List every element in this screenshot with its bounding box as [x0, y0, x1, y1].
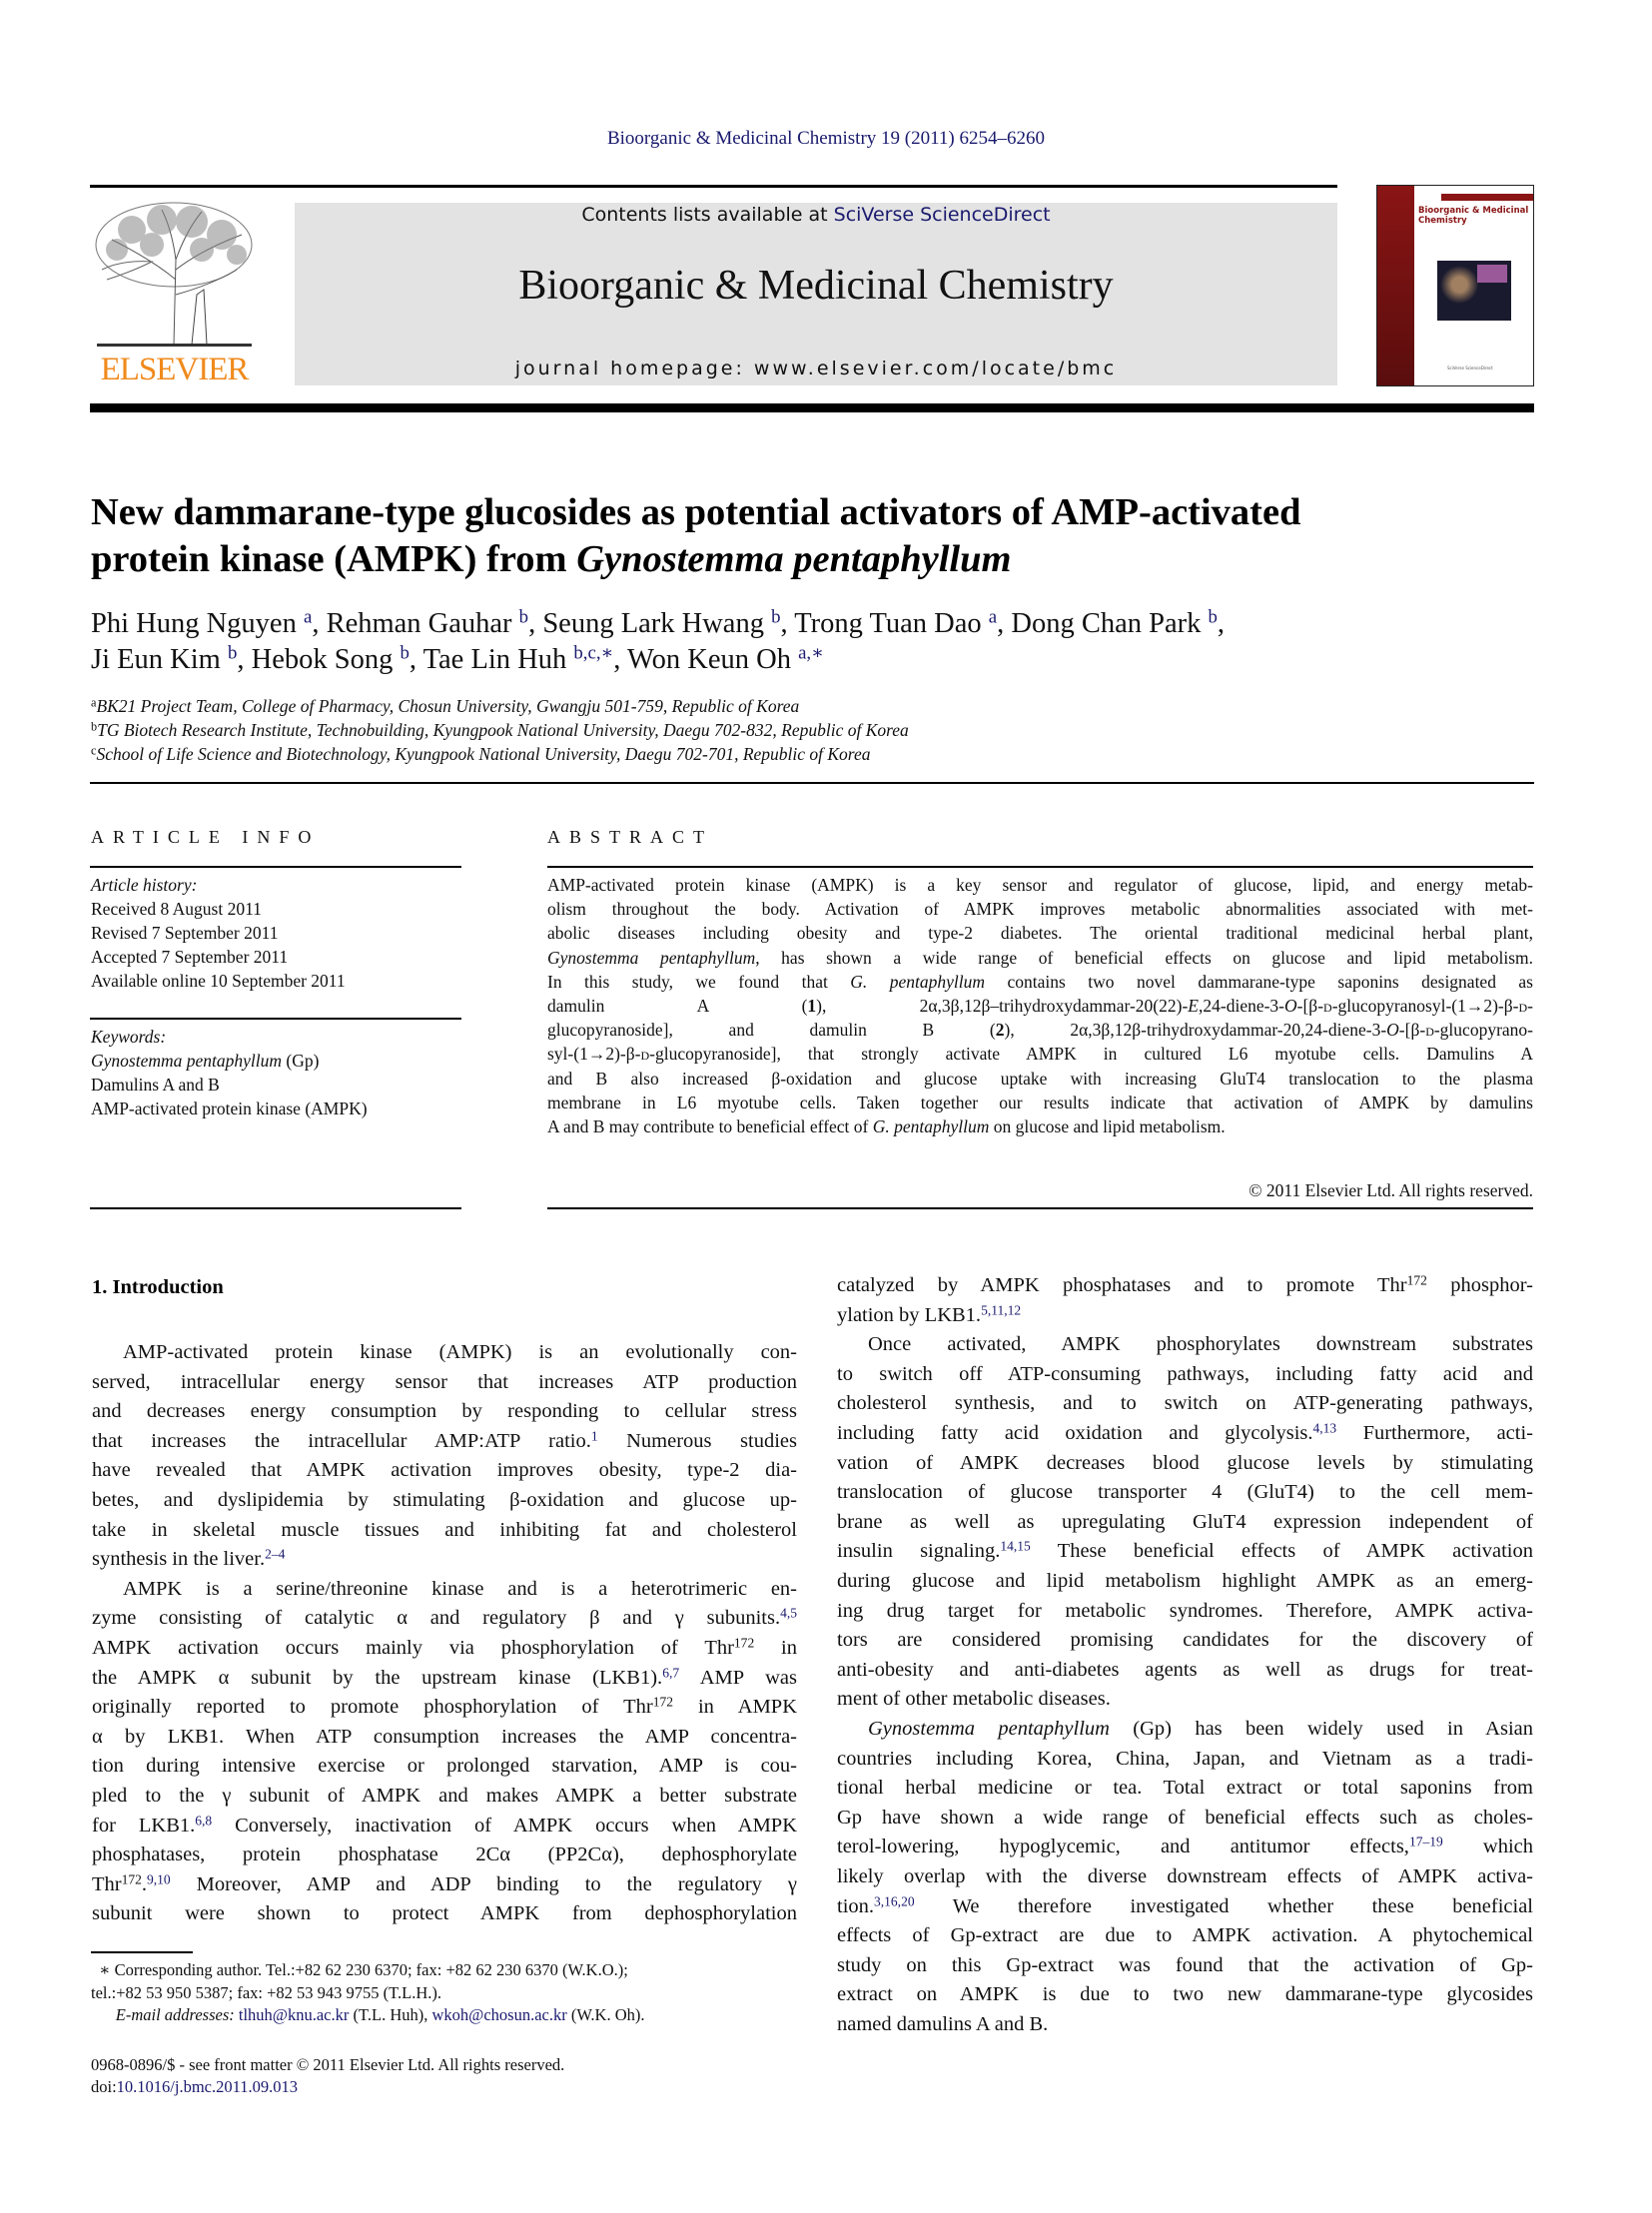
text-run: Numerous studies	[597, 1429, 797, 1452]
affiliation-text: BK21 Project Team, College of Pharmacy, Chosun University, Gwangju 501-759, Republic of Korea	[96, 696, 800, 716]
text-run: tel.:+82 53 950 5387; fax: +82 53 943 9755 (T.L.H.).	[91, 1982, 442, 2002]
body-line	[837, 1924, 1533, 1947]
body-line	[837, 1600, 1533, 1623]
citation-superscript[interactable]: 4,13	[1312, 1420, 1337, 1436]
doi-link[interactable]: 10.1016/j.bmc.2011.09.013	[116, 2077, 299, 2096]
citation-superscript[interactable]: 2–4	[265, 1546, 286, 1562]
italic-text: E-mail addresses:	[115, 2005, 235, 2024]
text-run: during glucose and lipid metabolism highlight AMPK as an emerg-	[837, 1570, 1533, 1592]
article-info-rule-bottom	[90, 1207, 461, 1209]
sciencedirect-link[interactable]: SciVerse ScienceDirect	[833, 204, 1051, 226]
body-line	[92, 1812, 798, 1838]
text-run: AMP-activated protein kinase (AMPK)	[91, 1099, 368, 1118]
elsevier-wordmark: ELSEVIER	[100, 352, 249, 387]
text-run: tion during intensive exercise or prolonged starvation, AMP is cou-	[92, 1755, 797, 1778]
text-run: subunit were shown to protect AMPK from dephosphorylation	[92, 1902, 797, 1925]
journal-name: Bioorganic & Medicinal Chemistry	[518, 263, 1114, 309]
title-line	[91, 490, 1301, 534]
text-run: AMP-activated protein kinase (AMPK) is a key sensor and regulator of glucose, lipid, and energy metab-	[547, 875, 1533, 895]
text-run: AMPK activation occurs mainly via phosphorylation of Thr	[92, 1637, 734, 1659]
cover-image	[1437, 261, 1511, 321]
text-run: that increases the intracellular AMP:ATP ratio.	[92, 1429, 591, 1452]
body-line	[837, 1718, 1533, 1741]
email-link[interactable]: wkoh@chosun.ac.kr	[431, 2005, 567, 2024]
text-run: -[β-	[1398, 1020, 1426, 1041]
text-run: Gp have shown a wide range of beneficial effects such as choles-	[837, 1806, 1533, 1829]
text-run: have revealed that AMPK activation improves obesity, type-2 dia-	[92, 1459, 797, 1482]
text-run: ), 2α,3β,12β-trihydroxydammar-20,24-diene-3-	[1004, 1020, 1387, 1041]
body-line	[837, 1274, 1533, 1297]
citation-superscript[interactable]: 9,10	[147, 1871, 171, 1887]
text-run: likely overlap with the diverse downstream effects of AMPK activa-	[837, 1865, 1533, 1887]
text-run: (Gp)	[282, 1051, 320, 1071]
text-run: , Seung Lark Hwang	[528, 608, 772, 639]
author-line	[91, 644, 824, 676]
text-run: ing drug target for metabolic syndromes. Therefore, AMPK activa-	[837, 1599, 1533, 1622]
citation-superscript[interactable]: a,∗	[798, 642, 824, 664]
affiliation-marker: a	[91, 695, 97, 710]
affiliation-marker: c	[91, 743, 97, 758]
text-run: , Rehman Gauhar	[312, 608, 519, 639]
body-line	[92, 1696, 797, 1719]
abstract-line	[547, 1069, 1533, 1090]
body-line	[92, 1459, 797, 1482]
body-line	[92, 1607, 797, 1630]
text-run: These beneficial effects of AMPK activation	[1030, 1540, 1534, 1563]
text-run: ment of other metabolic diseases.	[837, 1688, 1111, 1711]
keyword-item	[91, 1051, 319, 1072]
body-line	[92, 1341, 797, 1364]
text-run: in AMPK	[672, 1696, 797, 1719]
cover-bar	[1441, 194, 1533, 201]
body-line	[92, 1400, 797, 1423]
body-line	[92, 1430, 797, 1453]
text-run: in	[754, 1637, 797, 1659]
small-caps-text: d	[640, 1044, 650, 1065]
body-line	[837, 1836, 1533, 1858]
footnote-line	[91, 2005, 645, 2025]
text-run: ,24-diene-3-	[1199, 996, 1285, 1016]
affiliation-line	[91, 720, 909, 741]
superscript: 172	[121, 1871, 142, 1887]
body-line	[837, 1540, 1533, 1563]
keyword-item	[91, 1099, 368, 1119]
small-caps-text: d	[1323, 996, 1332, 1016]
text-run: -glucopyrano-	[1433, 1020, 1533, 1041]
abstract-line	[547, 1093, 1533, 1113]
citation-superscript[interactable]: 17–19	[1408, 1834, 1443, 1849]
abstract-line	[547, 1116, 1533, 1137]
contents-line	[295, 204, 1337, 226]
abstract-line	[547, 923, 1533, 944]
text-run: Phi Hung Nguyen	[91, 608, 304, 639]
cover-spine	[1377, 186, 1414, 385]
citation-superscript[interactable]: 14,15	[1000, 1538, 1031, 1554]
citation-superscript[interactable]: 1	[590, 1428, 598, 1444]
text-run: damulin A (	[547, 996, 808, 1016]
text-run: betes, and dyslipidemia by stimulating β-oxidation and glucose up-	[92, 1489, 797, 1511]
text-run: ,	[1217, 608, 1225, 639]
text-run: .	[141, 1872, 148, 1895]
text-run: (Gp) has been widely used in Asian	[1109, 1718, 1533, 1740]
body-line	[92, 1519, 797, 1542]
article-info-rule-mid	[90, 1018, 461, 1020]
text-run: , Trong Tuan Dao	[780, 608, 989, 639]
citation-superscript[interactable]: b	[1208, 606, 1218, 628]
text-run: Furthermore, acti-	[1336, 1422, 1533, 1444]
superscript: 172	[733, 1635, 755, 1651]
text-run: -glucopyranosyl-(1→2)-β-	[1331, 996, 1519, 1016]
italic-text: Gynostemma pentaphyllum	[868, 1718, 1110, 1740]
text-run: , has shown a wide range of beneficial effects on glucose and lipid metabolism.	[755, 947, 1533, 968]
text-run: which	[1442, 1836, 1533, 1858]
text-run: including fatty acid oxidation and glycolysis.	[837, 1422, 1313, 1444]
text-run: insulin signaling.	[837, 1540, 1001, 1563]
history-entry: Received 8 August 2011	[91, 899, 262, 919]
text-run: ylation by LKB1.	[837, 1303, 982, 1326]
text-run: In this study, we found that	[547, 971, 851, 992]
text-run: to switch off ATP-consuming pathways, including fatty acid and	[837, 1362, 1533, 1385]
text-run: study on this Gp-extract was found that the activation of Gp-	[837, 1953, 1533, 1976]
text-run: , Tae Lin Huh	[409, 644, 574, 675]
body-line	[837, 1659, 1533, 1682]
text-run: extract on AMPK is due to two new dammarane-type glycosides	[837, 1983, 1533, 2006]
compound-number: 1	[807, 996, 817, 1016]
text-run: glucopyranoside], and damulin B (	[547, 1020, 996, 1041]
affiliation-line	[91, 696, 799, 717]
text-run: abolic diseases including obesity and type-2 diabetes. The oriental traditional medicinal herbal plant,	[547, 923, 1533, 944]
author-line	[91, 608, 1225, 640]
body-line	[837, 1954, 1533, 1977]
abstract-rule-top	[547, 866, 1533, 868]
citation-superscript[interactable]: b,c,∗	[573, 642, 614, 664]
text-run: Thr	[92, 1872, 122, 1895]
abstract-line	[547, 875, 1533, 896]
contents-prefix: Contents lists available at	[581, 204, 834, 226]
body-line	[837, 1452, 1533, 1475]
cover-title: Bioorganic & Medicinal Chemistry	[1418, 206, 1529, 226]
text-run: phosphor-	[1426, 1274, 1533, 1296]
journal-cover-thumbnail[interactable]	[1376, 185, 1534, 386]
text-run: protein kinase (AMPK) from	[91, 538, 577, 580]
email-link[interactable]: tlhuh@knu.ac.kr	[238, 2005, 350, 2024]
body-line	[837, 1748, 1533, 1771]
text-run: AMPK is a serine/threonine kinase and is a heterotrimeric en-	[123, 1577, 797, 1600]
citation-superscript[interactable]: a	[988, 606, 998, 628]
text-run: tional herbal medicine or tea. Total extract or total saponins from	[837, 1777, 1533, 1800]
history-entry: Available online 10 September 2011	[91, 971, 346, 991]
citation-superscript[interactable]: b	[771, 606, 781, 628]
abstract-line	[547, 1020, 1533, 1041]
superscript: 172	[1406, 1272, 1427, 1288]
affiliation-text: School of Life Science and Biotechnology, Kyungpook National University, Daegu 702-701, Republic of Korea	[96, 744, 871, 764]
body-line	[837, 1363, 1533, 1386]
italic-text: Gynostemma pentaphyllum	[91, 1051, 283, 1071]
text-run: pled to the γ subunit of AMPK and makes AMPK a better substrate	[92, 1785, 797, 1807]
text-run: -[β-	[1296, 996, 1324, 1016]
text-run: Conversely, inactivation of AMPK occurs when AMPK	[212, 1814, 798, 1837]
citation-superscript[interactable]: 6,8	[195, 1812, 213, 1828]
text-run: -	[1527, 996, 1533, 1016]
text-run: ), 2α,3β,12β–trihydroxydammar-20(22)-	[816, 996, 1189, 1016]
text-run: vation of AMPK decreases blood glucose levels by stimulating	[837, 1451, 1533, 1474]
text-run: A and B may contribute to beneficial effect of	[547, 1116, 873, 1136]
text-run: (W.K. Oh).	[566, 2005, 645, 2024]
citation-superscript[interactable]: b	[400, 642, 410, 664]
footnote-rule	[91, 1951, 193, 1953]
body-line	[837, 1865, 1533, 1888]
body-line	[837, 1983, 1533, 2006]
text-run: countries including Korea, China, Japan, and Vietnam as a tradi-	[837, 1747, 1533, 1770]
italic-text: G. pentaphyllum	[872, 1116, 990, 1136]
body-line	[837, 1392, 1533, 1415]
italic-text: Gynostemma pentaphyllum	[547, 947, 756, 968]
text-run: -glucopyranoside], that strongly activate AMPK in cultured L6 myotube cells. Damulins A	[649, 1044, 1533, 1065]
text-run: olism throughout the body. Activation of AMPK improves metabolic abnormalities associated with met-	[547, 899, 1533, 920]
abstract-heading: ABSTRACT	[547, 827, 714, 847]
text-run: catalyzed by AMPK phosphatases and to promote Thr	[837, 1274, 1407, 1296]
text-run: tion.	[837, 1894, 875, 1917]
body-line	[92, 1844, 797, 1866]
body-line	[92, 1785, 797, 1808]
text-run: synthesis in the liver.	[92, 1548, 266, 1571]
body-line	[92, 1726, 797, 1749]
text-run: α by LKB1. When ATP consumption increases the AMP concentra-	[92, 1725, 797, 1748]
text-run: phosphatases, protein phosphatase 2Cα (PP2Cα), dephosphorylate	[92, 1844, 797, 1866]
body-line	[837, 1892, 1533, 1918]
body-line	[837, 1301, 1533, 1327]
text-run: New dammarane-type glucosides as potential activators of AMP-activated	[91, 491, 1301, 533]
text-run: translocation of glucose transporter 4 (GluT4) to the cell mem-	[837, 1481, 1533, 1504]
footnote-line	[91, 1983, 441, 2003]
italic-text: E	[1188, 996, 1199, 1016]
body-line	[837, 1511, 1533, 1534]
abstract-line	[547, 1044, 1533, 1065]
italic-text: Gynostemma pentaphyllum	[576, 538, 1012, 580]
citation-superscript[interactable]: 4,5	[780, 1605, 797, 1621]
body-line	[92, 1578, 797, 1601]
text-run: brane as well as upregulating GluT4 expression independent of	[837, 1510, 1533, 1533]
keyword-item	[91, 1075, 220, 1096]
compound-number: 2	[995, 1020, 1005, 1041]
cover-footer: SciVerse ScienceDirect	[1447, 366, 1493, 370]
text-run: Damulins A and B	[91, 1075, 220, 1095]
text-run: take in skeletal muscle tissues and inhibiting fat and cholesterol	[92, 1518, 797, 1541]
body-line	[92, 1548, 797, 1571]
text-run: terol-lowering, hypoglycemic, and antitumor effects,	[837, 1836, 1409, 1858]
citation-superscript[interactable]: b	[227, 642, 238, 664]
body-line	[92, 1489, 797, 1512]
text-run: contains two novel dammarane-type saponins designated as	[985, 971, 1533, 992]
text-run: Once activated, AMPK phosphorylates downstream substrates	[868, 1333, 1533, 1356]
affiliations-rule	[90, 782, 1534, 784]
history-entry: Revised 7 September 2011	[91, 923, 279, 943]
text-run: and B also increased β-oxidation and glucose uptake with increasing GluT4 translocation to the plasma	[547, 1068, 1533, 1089]
body-line	[837, 1333, 1533, 1356]
abstract-line	[547, 972, 1533, 993]
affiliation-line	[91, 744, 871, 765]
text-run: , Dong Chan Park	[997, 608, 1209, 639]
text-run: , Won Keun Oh	[613, 644, 799, 675]
text-run: We therefore investigated whether these beneficial	[914, 1894, 1533, 1917]
text-run: cholesterol synthesis, and to switch on ATP-generating pathways,	[837, 1392, 1533, 1415]
article-info-rule-top	[90, 866, 461, 868]
citation-superscript[interactable]: b	[518, 606, 529, 628]
citation-superscript[interactable]: a	[303, 606, 313, 628]
abstract-rule-bottom	[547, 1207, 1533, 1209]
body-line	[92, 1755, 797, 1778]
body-line	[837, 1688, 1533, 1711]
affiliation-marker: b	[91, 719, 98, 734]
body-line	[92, 1637, 797, 1660]
history-label: Article history:	[91, 875, 198, 895]
footnote-line	[91, 1960, 628, 1980]
text-run	[91, 2005, 116, 2024]
text-run: on glucose and lipid metabolism.	[989, 1116, 1226, 1136]
doi-line	[91, 2077, 298, 2097]
text-run: named damulins A and B.	[837, 2013, 1049, 2035]
text-run: the AMPK α subunit by the upstream kinase (LKB1).	[92, 1666, 663, 1689]
article-info-heading: ARTICLE INFO	[91, 827, 321, 847]
abstract-line	[547, 899, 1533, 920]
text-run: AMP was	[679, 1666, 797, 1689]
body-line	[837, 1481, 1533, 1504]
body-line	[837, 1570, 1533, 1593]
journal-citation-link[interactable]: Bioorganic & Medicinal Chemistry 19 (2011) 6254–6260	[606, 128, 1045, 149]
body-line	[837, 2013, 1533, 2036]
text-run: and decreases energy consumption by responding to cellular stress	[92, 1400, 797, 1423]
body-line	[92, 1902, 797, 1925]
history-entry: Accepted 7 September 2011	[91, 947, 289, 967]
superscript: 172	[652, 1694, 673, 1710]
body-line	[92, 1873, 797, 1896]
text-run: tors are considered promising candidates for the discovery of	[837, 1629, 1533, 1652]
abstract-line	[547, 948, 1533, 969]
text-run: Moreover, AMP and ADP binding to the regulatory γ	[170, 1872, 797, 1895]
citation-superscript[interactable]: 5,11,12	[981, 1301, 1022, 1317]
text-run: , Hebok Song	[237, 644, 401, 675]
body-line	[837, 1807, 1533, 1830]
header-top-rule	[90, 185, 1337, 188]
journal-homepage-link[interactable]: journal homepage: www.elsevier.com/locate/bmc	[514, 358, 1118, 379]
text-run: served, intracellular energy sensor that increases ATP production	[92, 1370, 797, 1393]
text-run: syl-(1→2)-β-	[547, 1044, 641, 1065]
title-line	[91, 537, 1012, 581]
body-line	[837, 1422, 1533, 1445]
abstract-copyright: © 2011 Elsevier Ltd. All rights reserved.	[1248, 1180, 1533, 1200]
body-line	[837, 1629, 1533, 1652]
text-run: Ji Eun Kim	[91, 644, 228, 675]
citation-superscript[interactable]: 3,16,20	[874, 1892, 915, 1908]
text-run: originally reported to promote phosphorylation of Thr	[92, 1696, 653, 1719]
text-run: effects of Gp-extract are due to AMPK activation. A phytochemical	[837, 1924, 1533, 1947]
affiliation-text: TG Biotech Research Institute, Technobuilding, Kyungpook National University, Daegu 702-832, Republic of Korea	[97, 720, 909, 740]
small-caps-text: d	[1518, 996, 1528, 1016]
text-run: (T.L. Huh),	[349, 2005, 432, 2024]
text-run: zyme consisting of catalytic α and regulatory β and γ subunits.	[92, 1607, 781, 1630]
text-run: for LKB1.	[92, 1814, 196, 1837]
text-run: anti-obesity and anti-diabetes agents as well as drugs for treat-	[837, 1658, 1533, 1681]
italic-text: O	[1284, 996, 1297, 1016]
citation-superscript[interactable]: 6,7	[662, 1664, 680, 1680]
text-run: AMP-activated protein kinase (AMPK) is an evolutionally con-	[123, 1341, 797, 1363]
section-heading-introduction: 1. Introduction	[92, 1276, 224, 1298]
text-run: membrane in L6 myotube cells. Taken together our results indicate that activation of AMPK by damulins	[547, 1092, 1533, 1112]
keywords-label: Keywords:	[91, 1027, 167, 1047]
abstract-line	[547, 996, 1533, 1017]
front-matter-notice: 0968-0896/$ - see front matter © 2011 Elsevier Ltd. All rights reserved.	[91, 2055, 565, 2074]
doi-label: doi:	[91, 2077, 117, 2096]
body-line	[837, 1777, 1533, 1800]
italic-text: O	[1386, 1020, 1399, 1041]
header-bottom-rule	[90, 403, 1534, 412]
body-line	[92, 1664, 797, 1690]
italic-text: G. pentaphyllum	[850, 971, 986, 992]
small-caps-text: d	[1425, 1020, 1434, 1041]
text-run: ∗ Corresponding author. Tel.:+82 62 230 6370; fax: +82 62 230 6370 (W.K.O.);	[91, 1960, 628, 1979]
body-line	[92, 1371, 797, 1394]
